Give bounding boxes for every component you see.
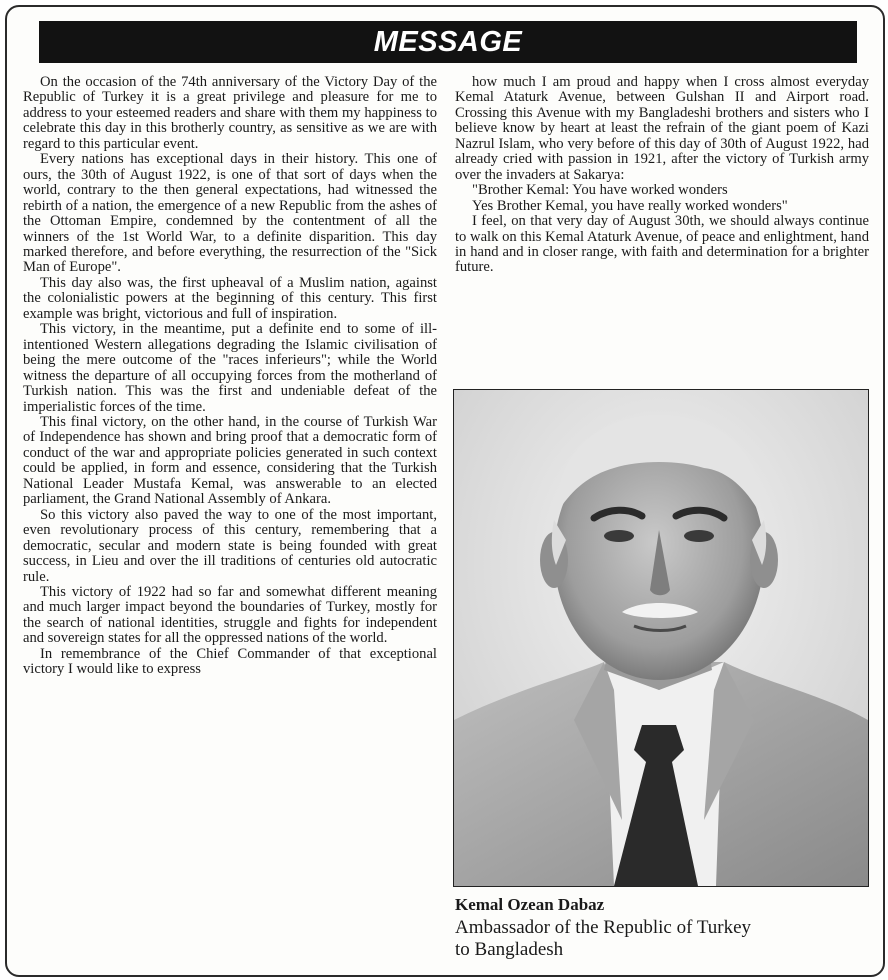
paragraph: On the occasion of the 74th anniversary of the Victory Day of the Republic of Turkey it is a great privilege and pleasure for me to address to your esteemed readers and share with them my happiness to celebrate this day in this brotherly country, as sensitive as we are with regard to this particular event.	[23, 74, 437, 152]
quote-line: Yes Brother Kemal, you have really worked wonders"	[472, 197, 788, 214]
paragraph: This day also was, the first upheaval of a Muslim nation, against the colonialistic powers at the beginning of this century. This first example was bright, victorious and full of inspiration.	[23, 274, 437, 322]
paragraph: I feel, on that very day of August 30th, we should always continue to walk on this Kemal Ataturk Avenue, of peace and enlightment, hand in hand and in closer range, with faith and determination for a brighter future.	[455, 213, 869, 276]
portrait-photo	[453, 389, 869, 887]
paragraph: So this victory also paved the way to one of the most important, even revolutionary process of this century, remembering that a democratic, secular and modern state is being founded with great success, in Lieu and over the ill traditions of centuries old autocratic rule.	[23, 506, 437, 585]
paragraph: how much I am proud and happy when I cross almost everyday Kemal Ataturk Avenue, between Gulshan II and Airport road. Crossing this Avenue with my Bangladeshi brothers and sisters who I believe know by heart at least the refrain of the giant poem of Kazi Nazrul Islam, who very before of this day of 30th of August 1922, had already cried with passion in 1921, after the victory of Turkish army over the invaders at Sakarya:	[455, 74, 869, 183]
paragraph: This victory of 1922 had so far and somewhat different meaning and much larger impact beyond the boundaries of Turkey, mostly for the search of national identities, struggle and fights for independent and sovereign states for all the oppressed nations of the world.	[23, 583, 437, 647]
caption-name: Kemal Ozean Dabaz	[455, 895, 605, 914]
paragraph: This final victory, on the other hand, in the course of Turkish War of Independence has shown and bring proof that a democratic form of conduct of the war and appropriate policies generated in such context could be applied, in form and essence, considering that the Turkish National Leader Mustafa Kemal, was answerable to an elected parliament, the Grand National Assembly of Ankara.	[23, 413, 437, 508]
caption-title	[455, 917, 875, 961]
newspaper-clipping	[5, 5, 885, 977]
paragraph: In remembrance of the Chief Commander of that exceptional victory I would like to express	[23, 645, 437, 678]
left-column	[23, 75, 437, 678]
right-column	[455, 75, 869, 276]
quote-line: "Brother Kemal: You have worked wonders	[472, 182, 728, 199]
caption-title-line: Ambassador of the Republic of Turkey	[455, 917, 752, 938]
page-title: MESSAGE	[373, 26, 523, 58]
paragraph: Every nations has exceptional days in their history. This one of ours, the 30th of August 1922, is one of that sort of days when the world, contrary to the then general expectations, had witnessed the rebirth of a nation, the emergence of a new Republic from the ashes of the Ottoman Empire, condemned by the contentment of all the winners of the 1st World War, to a definite disparition. This day marked therefore, and before everything, the resurrection of the "Sick Man of Europe".	[23, 151, 437, 276]
paragraph: This victory, in the meantime, put a definite end to some of ill-intentioned Western allegations degrading the Islamic civilisation of being the mere outcome of the "races inferieurs"; while the World witness the departure of all occupying forces from the motherland of Turkish nation. This was the first and undeniable defeat of the imperialistic forces of the time.	[23, 321, 437, 415]
message-banner	[39, 21, 857, 63]
caption-title-line: to Bangladesh	[455, 939, 564, 960]
